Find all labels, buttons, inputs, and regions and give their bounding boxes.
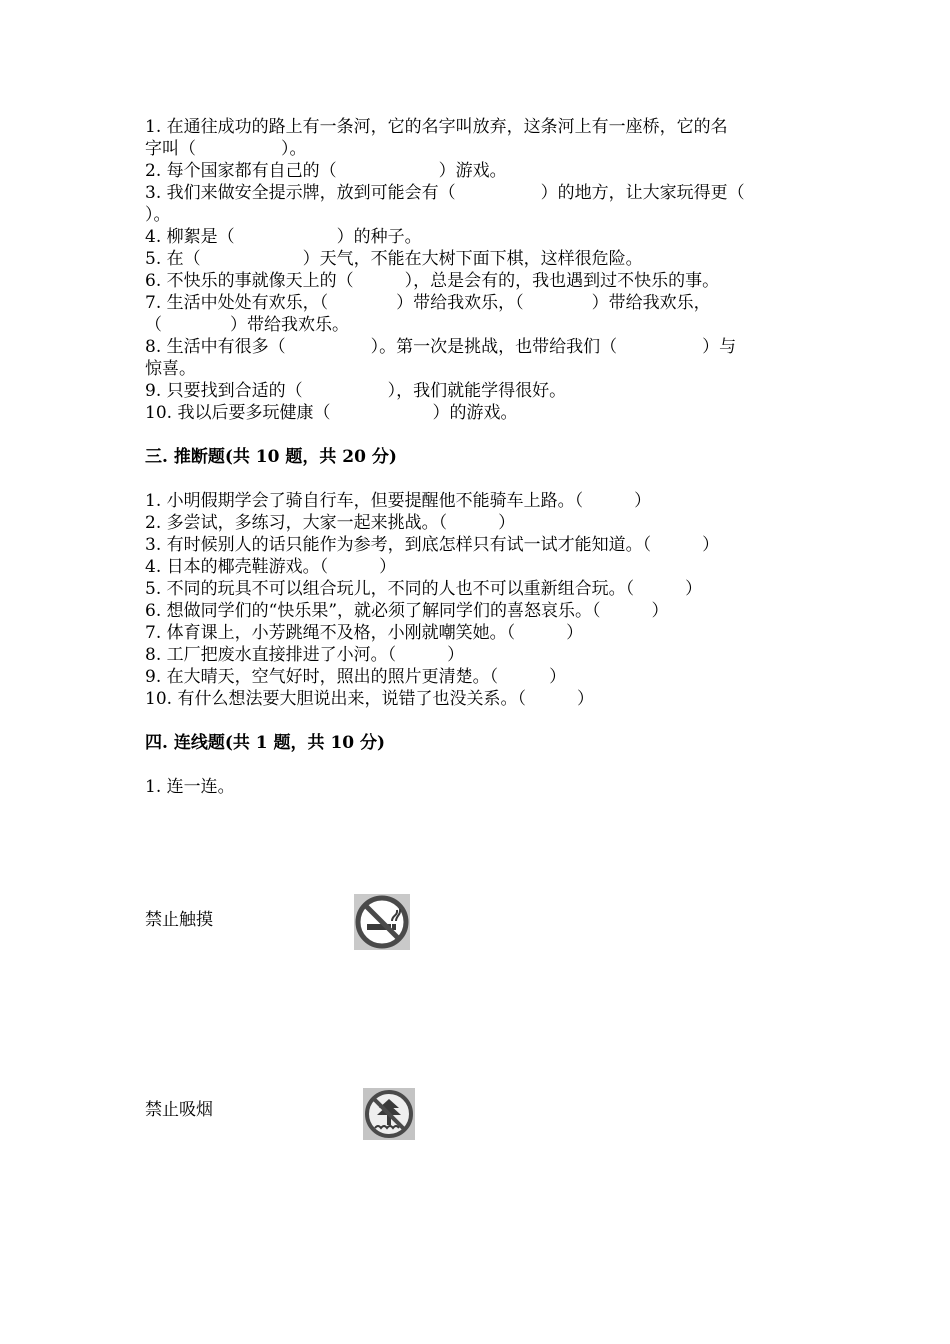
match-question: 1. 连一连。	[145, 777, 235, 797]
fill-blank-line-2: 字叫（ ）。	[145, 139, 307, 159]
judge-item-3: 3. 有时候别人的话只能作为参考，到底怎样只有试一试才能知道。（ ）	[145, 535, 720, 555]
match-label-no-smoking: 禁止吸烟	[145, 1100, 213, 1120]
judge-item-5: 5. 不同的玩具不可以组合玩儿，不同的人也不可以重新组合玩。（ ）	[145, 579, 703, 599]
fill-blank-line-6: 4. 柳絮是（ ）的种子。	[145, 227, 422, 247]
fill-blank-line-10: （ ）带给我欢乐。	[145, 315, 349, 335]
judge-item-10: 10. 有什么想法要大胆说出来，说错了也没关系。（ ）	[145, 689, 594, 709]
judge-item-1: 1. 小明假期学会了骑自行车，但要提醒他不能骑车上路。（ ）	[145, 491, 652, 511]
fill-blank-line-3: 2. 每个国家都有自己的（ ）游戏。	[145, 161, 507, 181]
fill-blank-line-7: 5. 在（ ）天气，不能在大树下面下棋，这样很危险。	[145, 249, 643, 269]
judge-item-6: 6. 想做同学们的“快乐果”，就必须了解同学们的喜怒哀乐。（ ）	[145, 601, 669, 621]
match-heading: 四. 连线题(共 1 题，共 10 分)	[145, 733, 386, 753]
judge-item-4: 4. 日本的椰壳鞋游戏。（ ）	[145, 557, 397, 577]
fill-blank-line-14: 10. 我以后要多玩健康（ ）的游戏。	[145, 403, 518, 423]
fill-blank-line-1: 1. 在通往成功的路上有一条河，它的名字叫放弃，这条河上有一座桥，它的名	[145, 117, 728, 137]
judge-item-2: 2. 多尝试，多练习，大家一起来挑战。（ ）	[145, 513, 516, 533]
judge-item-8: 8. 工厂把废水直接排进了小河。（ ）	[145, 645, 465, 665]
judge-heading: 三. 推断题(共 10 题，共 20 分)	[145, 447, 397, 467]
no-smoking-sign-icon	[354, 894, 410, 950]
fill-blank-line-13: 9. 只要找到合适的（ ），我们就能学得很好。	[145, 381, 567, 401]
fill-blank-line-11: 8. 生活中有很多（ ）。第一次是挑战，也带给我们（ ）与	[145, 337, 737, 357]
fill-blank-line-4: 3. 我们来做安全提示牌，放到可能会有（ ）的地方，让大家玩得更（	[145, 183, 745, 203]
judge-item-9: 9. 在大晴天，空气好时，照出的照片更清楚。（ ）	[145, 667, 567, 687]
fill-blank-line-9: 7. 生活中处处有欢乐，（ ）带给我欢乐，（ ）带给我欢乐，	[145, 293, 711, 313]
judge-item-7: 7. 体育课上，小芳跳绳不及格，小刚就嘲笑她。（ ）	[145, 623, 584, 643]
fill-blank-line-5: ）。	[145, 205, 171, 225]
fill-blank-line-12: 惊喜。	[145, 359, 196, 379]
no-trampling-sign-icon	[363, 1088, 415, 1140]
fill-blank-line-8: 6. 不快乐的事就像天上的（ ），总是会有的，我也遇到过不快乐的事。	[145, 271, 720, 291]
match-label-no-touch: 禁止触摸	[145, 910, 213, 930]
